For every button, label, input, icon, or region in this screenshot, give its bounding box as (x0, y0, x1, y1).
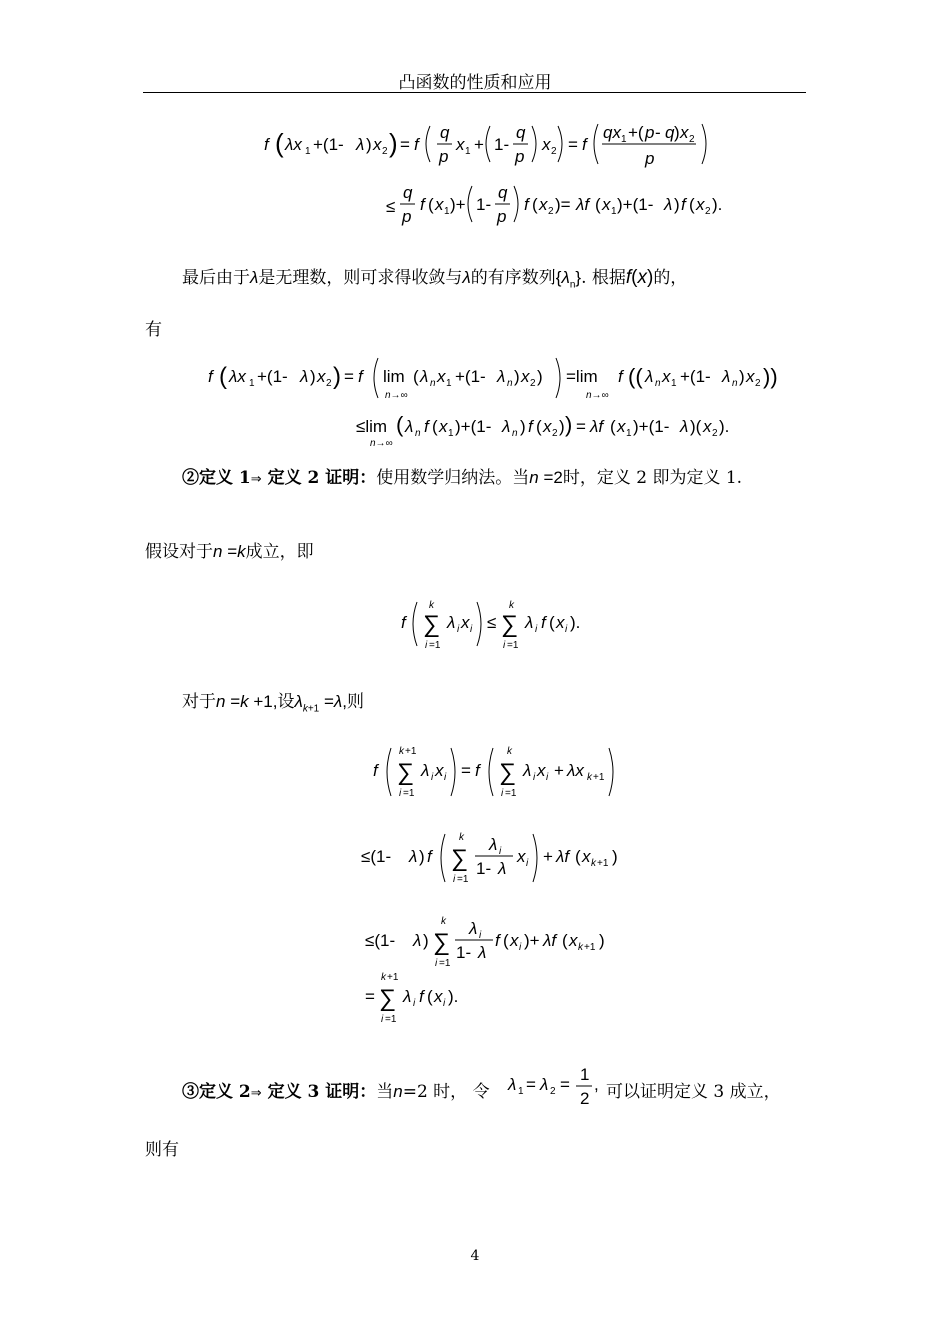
svg-text:q: q (403, 183, 413, 202)
svg-text:(: ( (219, 363, 227, 390)
lambda-symbol: λ (462, 268, 471, 287)
svg-text:f: f (373, 761, 378, 780)
svg-text:λ: λ (478, 943, 487, 962)
p2-text-a: 使用数学归纳法。当 (376, 468, 530, 488)
svg-text:1: 1 (305, 146, 311, 157)
paragraph-1-continued: 有 (145, 320, 162, 340)
svg-text:λ: λ (403, 987, 412, 1006)
svg-text:(: ( (432, 417, 438, 436)
svg-text:): ) (674, 123, 680, 142)
svg-text:λf: λf (590, 417, 604, 436)
svg-text:n: n (430, 378, 436, 389)
svg-text:n: n (507, 378, 513, 389)
svg-text:λ: λ (409, 847, 418, 866)
svg-text:=: = (365, 987, 375, 1006)
svg-text:+(1-: +(1- (680, 367, 711, 386)
svg-text:i: i (435, 958, 438, 969)
svg-text:x: x (542, 135, 551, 154)
svg-text:+1: +1 (584, 942, 596, 953)
p1-text-d: . 根据 (581, 268, 626, 288)
svg-text:i: i (499, 846, 502, 857)
svg-text:2: 2 (705, 206, 711, 217)
svg-text:≤(1-: ≤(1- (365, 931, 396, 950)
svg-text:f: f (420, 195, 425, 214)
svg-text:λ: λ (502, 417, 511, 436)
svg-text:=: = (344, 367, 354, 386)
section-label-2b: 定义 2 证明： (261, 468, 377, 488)
svg-text:+: + (554, 761, 564, 780)
svg-text:x: x (456, 135, 465, 154)
function-f-x: f (625, 267, 632, 288)
equation-1 (250, 110, 770, 250)
svg-text:(: ( (689, 195, 695, 214)
svg-text:1-: 1- (476, 859, 492, 878)
svg-text:x: x (510, 931, 519, 950)
svg-text:f: f (424, 417, 429, 436)
p1-text-a: 最后由于 (182, 268, 250, 288)
svg-text:≤: ≤ (386, 197, 396, 216)
svg-text:(: ( (532, 195, 538, 214)
svg-text:λ: λ (523, 761, 532, 780)
svg-text:(: ( (275, 128, 284, 158)
svg-text:λ: λ (680, 417, 689, 436)
svg-text:i: i (533, 772, 536, 783)
svg-text:): ) (333, 363, 341, 390)
svg-text:2: 2 (755, 378, 761, 389)
svg-text:=1: =1 (507, 640, 519, 651)
p3-text-a: 假设对于 (145, 542, 213, 562)
svg-text:=: = (560, 1075, 570, 1094)
svg-text:)+: )+ (524, 931, 540, 950)
svg-text:∑: ∑ (397, 759, 415, 786)
svg-text:x: x (539, 195, 548, 214)
svg-text:2: 2 (550, 1086, 556, 1097)
p4-text-c: 则 (347, 692, 365, 712)
svg-text:λf: λf (576, 195, 590, 214)
svg-text:x: x (582, 847, 591, 866)
svg-text:i: i (425, 640, 428, 651)
svg-text:+(: +( (628, 123, 644, 142)
svg-text:x: x (569, 931, 578, 950)
svg-text:λ: λ (300, 367, 309, 386)
svg-text:n: n (655, 378, 661, 389)
svg-text:k: k (591, 858, 596, 869)
svg-text:): ) (599, 931, 605, 950)
svg-text:)): )) (763, 364, 778, 389)
svg-text:k: k (381, 972, 386, 983)
svg-text:q: q (665, 123, 675, 142)
svg-text:i: i (565, 624, 568, 635)
svg-text:1-: 1- (476, 195, 492, 214)
svg-text:1: 1 (465, 146, 471, 157)
svg-text:=1: =1 (505, 788, 517, 799)
svg-text:λ: λ (497, 367, 506, 386)
svg-text:=lim: =lim (566, 367, 598, 386)
svg-text:1-: 1- (494, 135, 510, 154)
svg-text:)(: )( (690, 417, 702, 436)
svg-text:): ) (389, 128, 398, 158)
svg-text:f: f (524, 195, 529, 214)
svg-text:=: = (400, 135, 410, 154)
svg-text:λ: λ (722, 367, 731, 386)
svg-text:f: f (208, 367, 213, 386)
svg-text:): ) (423, 931, 429, 950)
svg-text:2: 2 (552, 428, 558, 439)
svg-text:=: = (576, 417, 586, 436)
page-number: 4 (470, 1248, 480, 1264)
svg-text:(: ( (536, 417, 542, 436)
svg-text:=: = (461, 761, 471, 780)
svg-text:1: 1 (626, 428, 632, 439)
svg-text:f: f (401, 613, 406, 632)
p2-text-b: 时，定义 2 即为定义 1. (562, 468, 743, 488)
svg-text:=: = (526, 1075, 536, 1094)
svg-text:x: x (317, 367, 326, 386)
svg-text:+(1-: +(1- (257, 367, 288, 386)
svg-text:): ) (612, 847, 618, 866)
svg-text:λf: λf (556, 847, 570, 866)
svg-text:λx: λx (229, 367, 246, 386)
svg-text:): ) (674, 195, 680, 214)
svg-text:)+(1-: )+(1- (455, 417, 492, 436)
svg-text:((: (( (628, 364, 643, 389)
svg-text:i: i (453, 874, 456, 885)
svg-text:x: x (556, 613, 565, 632)
svg-text:(: ( (428, 195, 434, 214)
svg-text:i: i (519, 942, 522, 953)
svg-text:2: 2 (530, 378, 536, 389)
paragraph-5-tail: 可以证明定义 3 成立， (606, 1082, 781, 1102)
svg-text:p: p (645, 149, 655, 168)
implies-arrow: ⇒ (250, 1085, 262, 1100)
svg-text:λ: λ (447, 613, 456, 632)
svg-text:k: k (399, 746, 404, 757)
lambda-symbol: λ (250, 268, 259, 287)
svg-text:x: x (517, 847, 526, 866)
svg-text:k: k (507, 746, 512, 757)
svg-text:λ: λ (356, 135, 365, 154)
math-n-eq-2: n (529, 468, 539, 487)
svg-text:)+: )+ (450, 195, 466, 214)
svg-text:f: f (427, 847, 432, 866)
svg-text:∑: ∑ (423, 611, 441, 638)
paragraph-5-continued: 则有 (145, 1140, 179, 1160)
svg-text:x: x (461, 613, 470, 632)
svg-text:1: 1 (580, 1065, 590, 1084)
svg-text:)+(1-: )+(1- (617, 195, 654, 214)
svg-text:): ) (739, 367, 745, 386)
header-rule (143, 92, 806, 93)
svg-text:p: p (497, 207, 507, 226)
svg-text:+(1-: +(1- (455, 367, 486, 386)
svg-text:i: i (526, 858, 529, 869)
svg-text:(: ( (396, 412, 404, 437)
svg-text:2: 2 (548, 206, 554, 217)
svg-text:q: q (516, 123, 526, 142)
math-n-eq-k-plus-1: n (216, 692, 226, 711)
svg-text:x: x (434, 987, 443, 1006)
p1-text-c: 的有序数列 (470, 268, 556, 288)
svg-text:λ: λ (469, 919, 478, 938)
math-lambda1-eq-lambda2-eq-half (506, 1062, 606, 1112)
section-label-3: ③定义 2 (182, 1082, 251, 1102)
svg-text:λ: λ (413, 931, 422, 950)
svg-text:λx: λx (285, 135, 302, 154)
svg-text:): ) (419, 847, 425, 866)
p4-text-b: 设 (277, 692, 295, 712)
p1-text-e: 的， (653, 268, 688, 288)
section-label-3b: 定义 3 证明： (261, 1082, 377, 1102)
svg-text:+1: +1 (387, 972, 399, 983)
svg-text:+1: +1 (593, 772, 605, 783)
svg-text:i: i (470, 624, 473, 635)
svg-text:n→∞: n→∞ (586, 390, 609, 401)
svg-text:).: ). (719, 417, 730, 436)
svg-text:k: k (441, 916, 446, 927)
svg-text:f: f (358, 367, 363, 386)
svg-text:i: i (457, 624, 460, 635)
svg-text:(: ( (503, 931, 509, 950)
svg-text:q: q (440, 123, 450, 142)
svg-text:≤lim: ≤lim (356, 417, 388, 436)
paragraph-1: 最后由于λ是无理数，则可求得收敛与λ的有序数列$\{\lambda_n\}$. 根据f(x)的， (182, 267, 688, 291)
svg-text:-: - (655, 123, 661, 142)
svg-text:f: f (681, 195, 686, 214)
svg-text:x: x (537, 761, 546, 780)
implies-arrow: ⇒ (250, 471, 262, 486)
sequence-lambda-n: $\{\lambda_n\}$ (555, 268, 582, 291)
svg-text:1: 1 (446, 378, 452, 389)
svg-text:i: i (501, 788, 504, 799)
svg-text:∑: ∑ (451, 845, 469, 872)
equation-3 (395, 596, 615, 656)
svg-text:i: i (399, 788, 402, 799)
svg-text:x: x (373, 135, 382, 154)
svg-text:+: + (543, 847, 553, 866)
svg-text:i: i (546, 772, 549, 783)
svg-text:2: 2 (689, 134, 695, 145)
svg-text:p: p (439, 147, 449, 166)
svg-text:x: x (435, 761, 444, 780)
svg-text:1: 1 (249, 378, 255, 389)
svg-text:n: n (732, 378, 738, 389)
svg-text:): ) (565, 412, 573, 437)
svg-text:(: ( (562, 931, 568, 950)
svg-text:n→∞: n→∞ (370, 438, 393, 449)
svg-text:x: x (696, 195, 705, 214)
svg-text:(: ( (575, 847, 581, 866)
svg-text:q: q (498, 183, 508, 202)
svg-text:i: i (443, 998, 446, 1009)
svg-text:λ: λ (664, 195, 673, 214)
svg-text:(: ( (427, 987, 433, 1006)
svg-text:(: ( (549, 613, 555, 632)
svg-text:f: f (475, 761, 480, 780)
svg-text:p: p (515, 147, 525, 166)
svg-text:): ) (310, 367, 316, 386)
svg-text:=1: =1 (429, 640, 441, 651)
svg-text:x: x (543, 417, 552, 436)
svg-text:1: 1 (611, 206, 617, 217)
svg-text:f: f (528, 417, 533, 436)
svg-text:f: f (541, 613, 546, 632)
svg-text:(: ( (413, 367, 419, 386)
p5-text-a: 当 (376, 1082, 394, 1102)
math-n: n (393, 1082, 403, 1101)
svg-text:p: p (402, 207, 412, 226)
svg-text:(: ( (595, 195, 601, 214)
svg-text:).: ). (712, 195, 723, 214)
section-label-2: ②定义 1 (182, 468, 251, 488)
svg-text:2: 2 (580, 1089, 590, 1108)
svg-text:2: 2 (712, 428, 718, 439)
paragraph-3: 假设对于n =k成立，即 (145, 542, 314, 562)
svg-text:x: x (703, 417, 712, 436)
p1-text-b: 是无理数，则可求得收敛与 (258, 268, 463, 288)
svg-text:+1: +1 (597, 858, 609, 869)
svg-text:).: ). (570, 613, 581, 632)
svg-text:)=: )= (555, 195, 571, 214)
svg-text:n: n (512, 428, 518, 439)
svg-text:λ: λ (489, 835, 498, 854)
svg-text:): ) (366, 135, 372, 154)
svg-text:f: f (582, 135, 587, 154)
svg-text:): ) (520, 417, 526, 436)
svg-text:1: 1 (671, 378, 677, 389)
svg-text:1: 1 (621, 134, 627, 145)
svg-text:∑: ∑ (501, 611, 519, 638)
p5-text-b: =2 时， 令 (402, 1082, 490, 1102)
math-n-eq-k: n (213, 542, 223, 561)
svg-text:(: ( (610, 417, 616, 436)
svg-text:i: i (413, 998, 416, 1009)
svg-text:≤: ≤ (487, 613, 497, 632)
svg-text:∑: ∑ (499, 759, 517, 786)
svg-text:∑: ∑ (379, 985, 397, 1012)
p3-text-b: 成立，即 (245, 542, 314, 562)
svg-text:k: k (459, 832, 464, 843)
svg-text:f: f (618, 367, 623, 386)
svg-text:=: = (568, 135, 578, 154)
svg-text:p: p (645, 123, 655, 142)
svg-text:λ: λ (645, 367, 654, 386)
svg-text:≤(1-: ≤(1- (361, 847, 392, 866)
svg-text:λx: λx (567, 761, 584, 780)
p4-text-a: 对于 (182, 692, 216, 712)
svg-text:2: 2 (551, 146, 557, 157)
svg-text:λ: λ (405, 417, 414, 436)
svg-text:f: f (495, 931, 500, 950)
equation-2 (200, 352, 800, 452)
svg-text:λ: λ (421, 761, 430, 780)
math-lambda-k-plus-1: λ (294, 692, 303, 711)
svg-text:1: 1 (448, 428, 454, 439)
svg-text:λ: λ (420, 367, 429, 386)
equation-4 (355, 742, 655, 1032)
page-header-title: 凸函数的性质和应用 (398, 73, 552, 93)
svg-text:)+(1-: )+(1- (633, 417, 670, 436)
svg-text:n→∞: n→∞ (385, 390, 408, 401)
svg-text:=1: =1 (403, 788, 415, 799)
svg-text:2: 2 (326, 378, 332, 389)
svg-text:x: x (437, 367, 446, 386)
svg-text:2: 2 (382, 146, 388, 157)
svg-text:=1: =1 (457, 874, 469, 885)
svg-text:).: ). (448, 987, 459, 1006)
svg-text:f: f (264, 135, 269, 154)
svg-text:i: i (381, 1014, 384, 1025)
svg-text:i: i (431, 772, 434, 783)
svg-text:x: x (680, 123, 689, 142)
svg-text:1-: 1- (456, 943, 472, 962)
svg-text:+: + (474, 135, 484, 154)
svg-text:f: f (414, 135, 419, 154)
svg-text:1: 1 (444, 206, 450, 217)
svg-text:x: x (746, 367, 755, 386)
svg-text:lim: lim (383, 367, 405, 386)
svg-text:x: x (662, 367, 671, 386)
svg-text:x: x (435, 195, 444, 214)
svg-text:x: x (617, 417, 626, 436)
svg-text:n: n (415, 428, 421, 439)
svg-text:): ) (514, 367, 520, 386)
paragraph-4: 对于n =k +1,设$\lambda_{k+1} =\lambda$,则 (182, 692, 365, 715)
svg-text:x: x (439, 417, 448, 436)
svg-text:+1: +1 (405, 746, 417, 757)
svg-text:+(1-: +(1- (313, 135, 344, 154)
svg-text:x: x (521, 367, 530, 386)
paragraph-5 (182, 1080, 490, 1105)
svg-text:k: k (429, 600, 434, 611)
svg-text:λ: λ (540, 1075, 549, 1094)
svg-text:): ) (537, 367, 543, 386)
svg-text:=1: =1 (385, 1014, 397, 1025)
svg-text:∑: ∑ (433, 929, 451, 956)
svg-text:): ) (559, 417, 565, 436)
svg-text:i: i (444, 772, 447, 783)
svg-text:k: k (578, 942, 583, 953)
svg-text:1: 1 (518, 1086, 524, 1097)
svg-text:k: k (587, 772, 592, 783)
svg-text:x: x (602, 195, 611, 214)
svg-text:,: , (594, 1075, 599, 1094)
svg-text:i: i (479, 930, 482, 941)
svg-text:=1: =1 (439, 958, 451, 969)
svg-text:λf: λf (543, 931, 557, 950)
svg-text:i: i (535, 624, 538, 635)
svg-text:λ: λ (498, 859, 507, 878)
svg-text:f: f (419, 987, 424, 1006)
svg-text:λ: λ (508, 1075, 517, 1094)
svg-text:k: k (509, 600, 514, 611)
svg-text:qx: qx (603, 123, 621, 142)
paragraph-2: ②定义 1⇒ 定义 2 证明：使用数学归纳法。当n =2时，定义 2 即为定义 1. (182, 468, 743, 488)
svg-text:i: i (503, 640, 506, 651)
svg-text:λ: λ (525, 613, 534, 632)
